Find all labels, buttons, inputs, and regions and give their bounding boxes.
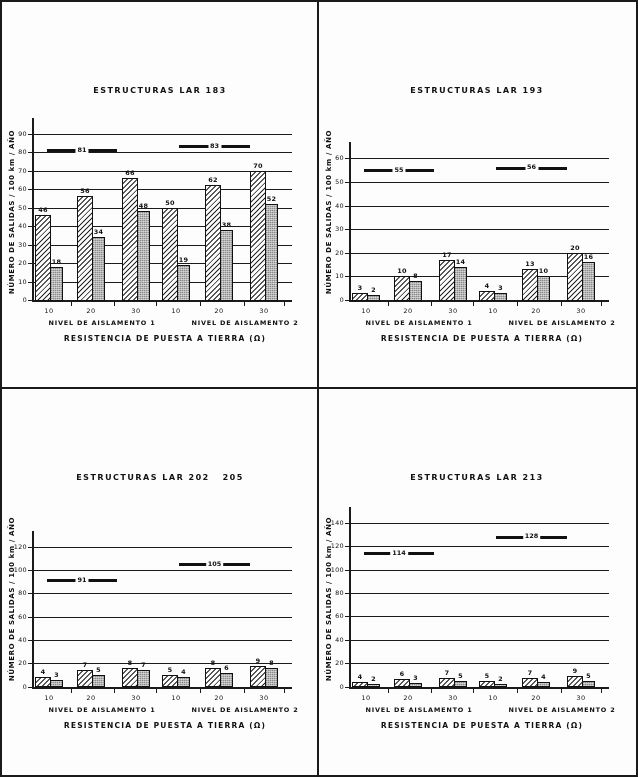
x-tick-mark [284, 689, 285, 693]
y-tick-label: 80 [18, 148, 27, 156]
bar-hatched [122, 668, 138, 688]
bar-hatched [439, 678, 455, 687]
x-category-label: 20 [531, 307, 541, 315]
grid-line [349, 616, 609, 617]
y-axis-label: NÚMERO DE SALIDAS / 100 km / AÑO [8, 129, 16, 295]
bar-value-label: 8 [127, 658, 133, 667]
grid-line [32, 570, 292, 571]
bar-hatched [162, 675, 178, 688]
bar-value-label: 2 [371, 286, 376, 295]
bar-value-label: 14 [455, 257, 466, 266]
x-tick-mark [244, 689, 245, 693]
bar-value-label: 10 [538, 267, 549, 276]
bar-value-label: 6 [224, 663, 229, 672]
bar-value-label: 56 [80, 187, 90, 196]
x-tick-mark [473, 302, 474, 306]
bar-hatched [394, 276, 410, 301]
y-tick-label: 0 [339, 296, 344, 304]
bar-hatched [567, 253, 583, 301]
bar-hatched [522, 678, 538, 687]
x-category-label: 30 [576, 307, 586, 315]
y-tick-label: 100 [13, 566, 27, 574]
bar-shaded [367, 684, 380, 687]
bar-hatched [250, 171, 266, 302]
chart-title: ESTRUCTURAS LAR 193 [410, 86, 544, 95]
x-category-label: 20 [403, 307, 413, 315]
bar-value-label: 46 [38, 205, 48, 214]
reference-line-label: 128 [524, 532, 539, 541]
bar-hatched [205, 668, 221, 688]
x-axis-label: RESISTENCIA DE PUESTA A TIERRA (Ω) [63, 334, 267, 343]
chart-panel-lar-183 [2, 2, 319, 389]
y-tick-label: 140 [330, 518, 344, 527]
bar-value-label: 7 [141, 661, 146, 670]
grid-line [32, 547, 292, 548]
bar-hatched [352, 293, 368, 301]
bar-hatched [479, 291, 495, 301]
bar-value-label: 4 [181, 668, 186, 677]
bar-value-label: 4 [484, 281, 490, 290]
bar-shaded [494, 684, 507, 687]
bar-hatched [479, 681, 495, 688]
reference-line-label: 56 [526, 163, 537, 172]
reference-line-label: 91 [77, 575, 87, 584]
bar-value-label: 66 [125, 168, 135, 177]
bar-value-label: 34 [93, 228, 104, 237]
group-label-nivel-2: NIVEL DE AISLAMENTO 2 [191, 705, 299, 714]
bar-shaded [494, 293, 507, 301]
grid-line [349, 182, 609, 183]
bar-hatched [77, 670, 93, 687]
bar-hatched [205, 185, 221, 301]
bar-hatched [352, 682, 368, 688]
y-tick-label: 20 [335, 659, 344, 668]
y-axis-label: NÚMERO DE SALIDAS / 100 km / AÑO [8, 516, 16, 681]
bar-value-label: 20 [570, 243, 580, 252]
x-tick-mark [244, 302, 245, 306]
x-tick-mark [114, 302, 115, 306]
x-tick-mark [156, 302, 157, 306]
bar-shaded [50, 267, 63, 301]
x-tick-mark [601, 302, 602, 306]
grid-line [32, 617, 292, 618]
y-axis-label: NÚMERO DE SALIDAS / 100 km / AÑO [325, 516, 333, 681]
x-tick-mark [200, 689, 201, 693]
bar-shaded [367, 295, 380, 301]
bar-shaded [137, 670, 150, 687]
bar-hatched [122, 178, 138, 301]
y-tick-label: 70 [18, 166, 27, 175]
x-category-label: 10 [171, 307, 181, 315]
grid-line [349, 229, 609, 230]
x-category-label: 10 [488, 307, 498, 315]
group-label-nivel-2: NIVEL DE AISLAMENTO 2 [508, 319, 616, 327]
group-label-nivel-2: NIVEL DE AISLAMENTO 2 [191, 319, 299, 327]
grid-line [349, 570, 609, 571]
y-tick-label: 20 [18, 259, 27, 267]
bar-value-label: 3 [357, 283, 363, 292]
group-label-nivel-1: NIVEL DE AISLAMENTO 1 [365, 319, 473, 327]
bar-value-label: 19 [178, 255, 189, 264]
bar-value-label: 5 [586, 671, 591, 680]
bar-value-label: 16 [583, 253, 594, 262]
y-axis-line [32, 531, 34, 688]
grid-line [32, 593, 292, 594]
group-label-nivel-1: NIVEL DE AISLAMENTO 1 [48, 319, 156, 327]
bar-hatched [439, 260, 455, 301]
x-category-label: 10 [44, 307, 54, 315]
x-category-label: 10 [488, 693, 498, 702]
x-tick-mark [431, 689, 432, 693]
bar-value-label: 10 [397, 267, 407, 276]
bar-value-label: 17 [442, 250, 452, 259]
x-tick-mark [561, 302, 562, 306]
bar-value-label: 5 [458, 671, 463, 680]
y-tick-label: 20 [18, 659, 27, 668]
group-label-nivel-1: NIVEL DE AISLAMENTO 1 [365, 705, 473, 714]
bar-value-label: 7 [444, 669, 450, 678]
bar-value-label: 8 [413, 272, 418, 281]
x-tick-mark [114, 689, 115, 693]
bar-hatched [35, 677, 51, 687]
bar-hatched [567, 676, 583, 688]
x-category-label: 20 [531, 693, 541, 702]
grid-line [349, 593, 609, 594]
x-tick-mark [517, 689, 518, 693]
y-tick-label: 40 [18, 222, 27, 230]
y-tick-label: 30 [18, 240, 27, 249]
bar-hatched [250, 666, 266, 688]
y-tick-label: 60 [18, 185, 27, 193]
x-tick-mark [71, 302, 72, 306]
x-category-label: 10 [361, 307, 371, 315]
bar-shaded [537, 276, 550, 301]
bar-shaded [177, 265, 190, 301]
bar-shaded [409, 281, 422, 301]
bar-value-label: 3 [498, 283, 503, 292]
y-axis-line [32, 118, 34, 302]
reference-line-label: 81 [77, 145, 87, 154]
bar-value-label: 2 [498, 675, 503, 684]
y-tick-label: 40 [335, 201, 344, 210]
grid-line [32, 134, 292, 135]
x-category-label: 30 [259, 307, 269, 315]
bar-shaded [454, 267, 467, 301]
y-tick-label: 100 [330, 565, 344, 574]
bar-shaded [220, 230, 233, 301]
bar-value-label: 7 [82, 661, 88, 670]
y-tick-label: 0 [22, 296, 27, 304]
bar-value-label: 52 [266, 194, 277, 203]
x-category-label: 10 [44, 693, 54, 702]
bar-value-label: 62 [208, 176, 218, 185]
y-tick-label: 10 [18, 277, 27, 286]
bar-value-label: 3 [54, 670, 59, 679]
y-tick-label: 30 [335, 225, 344, 234]
bar-shaded [92, 237, 105, 301]
bar-value-label: 6 [399, 670, 405, 679]
x-tick-mark [156, 689, 157, 693]
y-tick-label: 0 [339, 682, 344, 691]
y-tick-label: 60 [18, 612, 27, 621]
grid-line [32, 663, 292, 664]
bar-hatched [77, 196, 93, 301]
grid-line [349, 640, 609, 641]
bar-shaded [265, 668, 278, 688]
grid-line [349, 546, 609, 547]
y-tick-label: 40 [335, 635, 344, 644]
y-tick-label: 20 [335, 248, 344, 257]
bar-shaded [409, 683, 422, 688]
x-axis-label: RESISTENCIA DE PUESTA A TIERRA (Ω) [380, 334, 584, 343]
chart-title: ESTRUCTURAS LAR 202 205 [76, 472, 244, 482]
x-category-label: 10 [361, 693, 371, 702]
grid-line [32, 640, 292, 641]
x-tick-mark [388, 302, 389, 306]
bar-shaded [137, 211, 150, 301]
bar-shaded [265, 204, 278, 301]
bar-value-label: 48 [138, 202, 149, 211]
bar-hatched [522, 269, 538, 301]
x-category-label: 30 [448, 307, 458, 315]
y-tick-label: 80 [335, 588, 344, 597]
bar-value-label: 13 [525, 260, 535, 269]
bar-value-label: 7 [527, 669, 533, 678]
bar-value-label: 4 [541, 672, 546, 681]
bar-hatched [35, 215, 51, 301]
y-tick-label: 90 [18, 129, 27, 138]
bar-value-label: 50 [165, 198, 175, 207]
bar-shaded [177, 677, 190, 687]
x-category-label: 20 [86, 307, 96, 315]
grid-line [349, 523, 609, 524]
bar-value-label: 2 [371, 675, 376, 684]
grid-line [349, 158, 609, 159]
bar-value-label: 4 [40, 668, 46, 677]
y-tick-label: 50 [18, 203, 27, 212]
x-axis-label: RESISTENCIA DE PUESTA A TIERRA (Ω) [380, 720, 584, 730]
x-tick-mark [200, 302, 201, 306]
bar-shaded [582, 262, 595, 301]
bar-value-label: 5 [96, 665, 101, 674]
x-category-label: 30 [576, 693, 586, 702]
y-tick-label: 120 [330, 542, 344, 551]
bar-shaded [50, 680, 63, 688]
bar-value-label: 8 [269, 658, 274, 667]
bar-value-label: 3 [413, 673, 418, 682]
reference-line-label: 105 [207, 559, 222, 568]
bar-value-label: 38 [221, 220, 232, 229]
x-category-label: 30 [131, 307, 141, 315]
chart-title: ESTRUCTURAS LAR 183 [93, 86, 227, 95]
bar-value-label: 9 [572, 666, 578, 675]
x-tick-mark [388, 689, 389, 693]
x-category-label: 30 [448, 693, 458, 702]
x-tick-mark [517, 302, 518, 306]
group-label-nivel-1: NIVEL DE AISLAMENTO 1 [48, 705, 156, 714]
bar-hatched [162, 208, 178, 302]
y-axis-label: NÚMERO DE SALIDAS / 100 km / AÑO [325, 129, 333, 295]
chart-panel-lar-202-205 [2, 389, 319, 776]
y-tick-label: 50 [335, 178, 344, 186]
y-tick-label: 40 [18, 635, 27, 644]
y-tick-label: 60 [335, 612, 344, 621]
y-tick-label: 120 [13, 542, 27, 551]
bar-value-label: 5 [167, 665, 173, 674]
x-category-label: 30 [131, 693, 141, 702]
group-label-nivel-2: NIVEL DE AISLAMENTO 2 [508, 705, 616, 714]
y-axis-line [349, 507, 351, 688]
bar-value-label: 5 [484, 671, 490, 680]
bar-value-label: 18 [51, 257, 62, 266]
grid-line [349, 206, 609, 207]
grid-line [349, 663, 609, 664]
reference-line-label: 114 [392, 548, 406, 557]
y-tick-label: 0 [22, 682, 27, 691]
x-tick-mark [431, 302, 432, 306]
x-category-label: 20 [214, 307, 224, 315]
bar-value-label: 70 [253, 161, 263, 170]
y-tick-label: 60 [335, 154, 344, 163]
x-axis-label: RESISTENCIA DE PUESTA A TIERRA (Ω) [63, 720, 267, 730]
x-tick-mark [284, 302, 285, 306]
x-tick-mark [601, 689, 602, 693]
bar-shaded [454, 681, 467, 688]
bar-shaded [220, 673, 233, 688]
bar-shaded [582, 681, 595, 688]
x-category-label: 20 [86, 693, 96, 702]
bar-hatched [394, 679, 410, 687]
bar-shaded [537, 682, 550, 688]
grid-line [32, 152, 292, 153]
reference-line-label: 83 [209, 141, 220, 150]
y-tick-label: 10 [335, 272, 344, 281]
chart-panel-lar-213 [319, 389, 636, 776]
x-category-label: 10 [171, 693, 181, 702]
bar-shaded [92, 675, 105, 688]
x-category-label: 20 [403, 693, 413, 702]
x-tick-mark [71, 689, 72, 693]
y-tick-label: 80 [18, 589, 27, 598]
reference-line-label: 55 [394, 165, 404, 174]
bar-value-label: 9 [255, 656, 261, 665]
x-tick-mark [561, 689, 562, 693]
chart-title: ESTRUCTURAS LAR 213 [410, 472, 544, 482]
chart-panel-lar-193 [319, 2, 636, 389]
y-axis-line [349, 142, 351, 301]
x-category-label: 30 [259, 693, 269, 702]
bar-value-label: 4 [357, 672, 363, 681]
bar-value-label: 8 [210, 658, 216, 667]
x-tick-mark [473, 689, 474, 693]
x-category-label: 20 [214, 693, 224, 702]
